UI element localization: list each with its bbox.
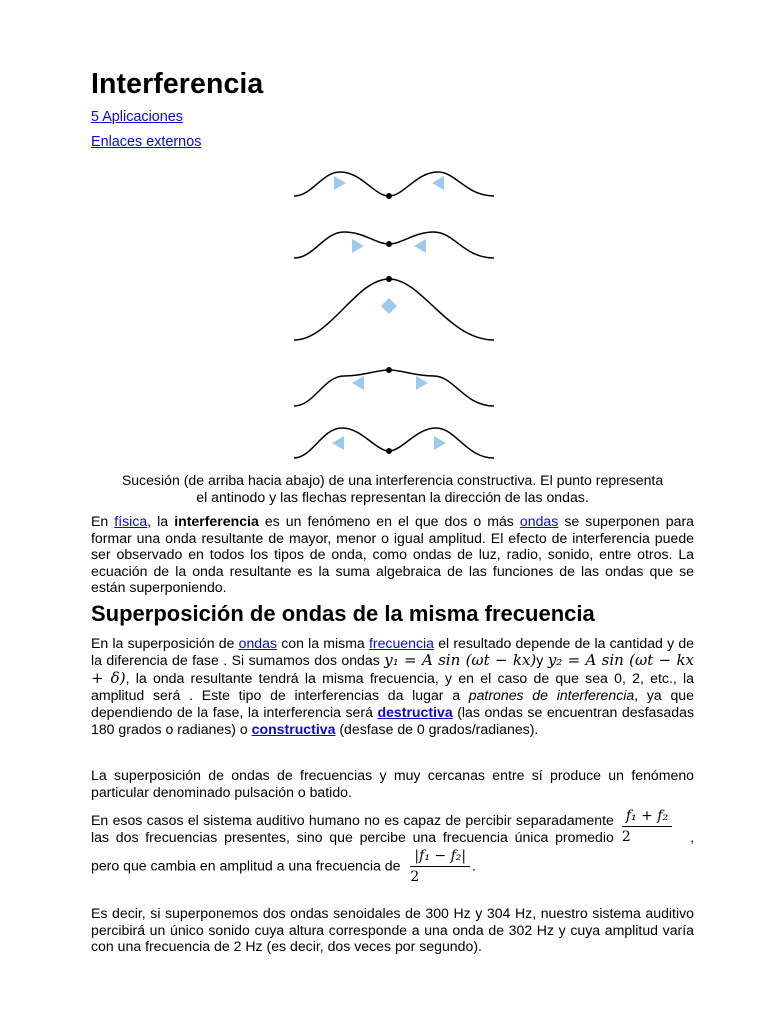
fraction-average <box>622 808 672 846</box>
arrow-right-icon <box>334 176 346 190</box>
numerator: |f₁ − f₂| <box>410 848 470 867</box>
text: se superponen para formar una onda resultante de mayor, menor o igual amplitud. El efecto de interferencia puede ser observado en todos los tipos de onda, como ondas de luz, radio, sonido, entre otros. La ecuación de la onda resultante es la suma algebraica de las funciones de las ondas que se están superponiendo. <box>91 513 694 596</box>
link-aplicaciones[interactable]: 5 Aplicaciones <box>91 109 183 125</box>
numerator: f₁ + f₂ <box>622 808 672 827</box>
arrow-left-icon <box>352 376 364 390</box>
text: pero que cambia en amplitud a una frecuencia de <box>91 857 401 874</box>
wave-row-1 <box>294 172 494 196</box>
arrow-right-icon <box>434 436 446 450</box>
antinode-dot <box>386 448 392 454</box>
wave-row-4 <box>294 370 494 406</box>
text: En la superposición de <box>91 635 239 651</box>
figure-caption <box>91 472 694 506</box>
antinode-dot <box>386 241 392 247</box>
text: , la onda resultante tendrá la misma frecuencia, y en el caso de que sea 0, 2, etc., la amplitud será . Este tipo de interferencias da lugar a <box>91 669 694 703</box>
text: con la misma <box>277 635 369 651</box>
text: y <box>536 652 544 669</box>
link-destructiva[interactable]: destructiva <box>377 704 453 721</box>
wave-row-2 <box>294 232 494 258</box>
antinode-dot <box>386 367 392 373</box>
section-heading: Superposición de ondas de la misma frecuencia <box>91 601 595 626</box>
caption-line-2: el antinodo y las flechas representan la dirección de las ondas. <box>196 489 589 505</box>
term-patrones: patrones de interferencia <box>468 686 635 703</box>
link-frecuencia[interactable]: frecuencia <box>368 635 434 651</box>
term-interferencia: interferencia <box>174 513 259 529</box>
denominator: 2 <box>621 829 631 845</box>
text: , <box>690 829 694 845</box>
text: , ya que dependiendo de la fase, la interferencia será <box>91 686 694 721</box>
antinode-dot <box>386 193 392 199</box>
example-paragraph: Es decir, si superponemos dos ondas senoidales de 300 Hz y 304 Hz, nuestro sistema auditivo percibirá un único sonido cuya altura corresponde a una onda de 302 Hz y cuya amplitud varía con una frecuencia de 2 Hz (es decir, dos veces por segundo). <box>91 905 694 955</box>
page-title: Interferencia <box>91 68 264 100</box>
text: En <box>91 513 115 529</box>
text: es un fenómeno en el que dos o más <box>258 513 520 529</box>
wave-row-5 <box>294 428 494 458</box>
link-enlaces-externos[interactable]: Enlaces externos <box>91 134 202 150</box>
superposition-paragraph <box>91 635 694 739</box>
equation-y1: y₁ = A sin (ωt − kx) <box>384 651 537 670</box>
antinode-dot <box>386 276 392 282</box>
arrow-left-icon <box>332 436 344 450</box>
denominator: 2 <box>410 869 420 885</box>
link-constructiva[interactable]: constructiva <box>251 721 336 738</box>
direction-arrows <box>332 176 446 450</box>
link-ondas-2[interactable]: ondas <box>238 635 278 651</box>
intro-paragraph <box>91 513 694 596</box>
link-ondas[interactable]: ondas <box>519 513 559 529</box>
text: el resultado depende de la cantidad y de la diferencia de fase . Si sumamos dos ondas <box>91 635 694 669</box>
link-fisica[interactable]: física <box>114 513 148 529</box>
text: . <box>472 857 476 874</box>
arrow-right-icon <box>416 376 428 390</box>
diamond-icon <box>381 298 397 314</box>
interference-figure <box>290 162 500 464</box>
equation-y2: y₂ = A sin (ωt − kx + δ) <box>91 651 694 687</box>
fraction-beat <box>410 848 470 886</box>
arrow-right-icon <box>352 239 364 253</box>
arrow-left-icon <box>432 176 444 190</box>
text: , la <box>147 513 175 529</box>
text: (las ondas se encuentran desfasadas 180 grados o radianes) o <box>91 704 694 738</box>
caption-line-1: Sucesión (de arriba hacia abajo) de una interferencia constructiva. El punto representa <box>121 472 664 488</box>
text: En esos casos el sistema auditivo humano no es capaz de percibir separadamente las dos frecuencias presentes, sino que percibe una frecuencia única promedio <box>91 812 614 845</box>
beat-paragraph: La superposición de ondas de frecuencias y muy cercanas entre sí produce un fenómeno particular denominado pulsación o batido. <box>91 767 694 800</box>
wave-row-3 <box>294 279 494 340</box>
auditory-paragraph <box>91 808 694 886</box>
text: (desfase de 0 grados/radianes). <box>335 721 539 738</box>
arrow-left-icon <box>414 239 426 253</box>
